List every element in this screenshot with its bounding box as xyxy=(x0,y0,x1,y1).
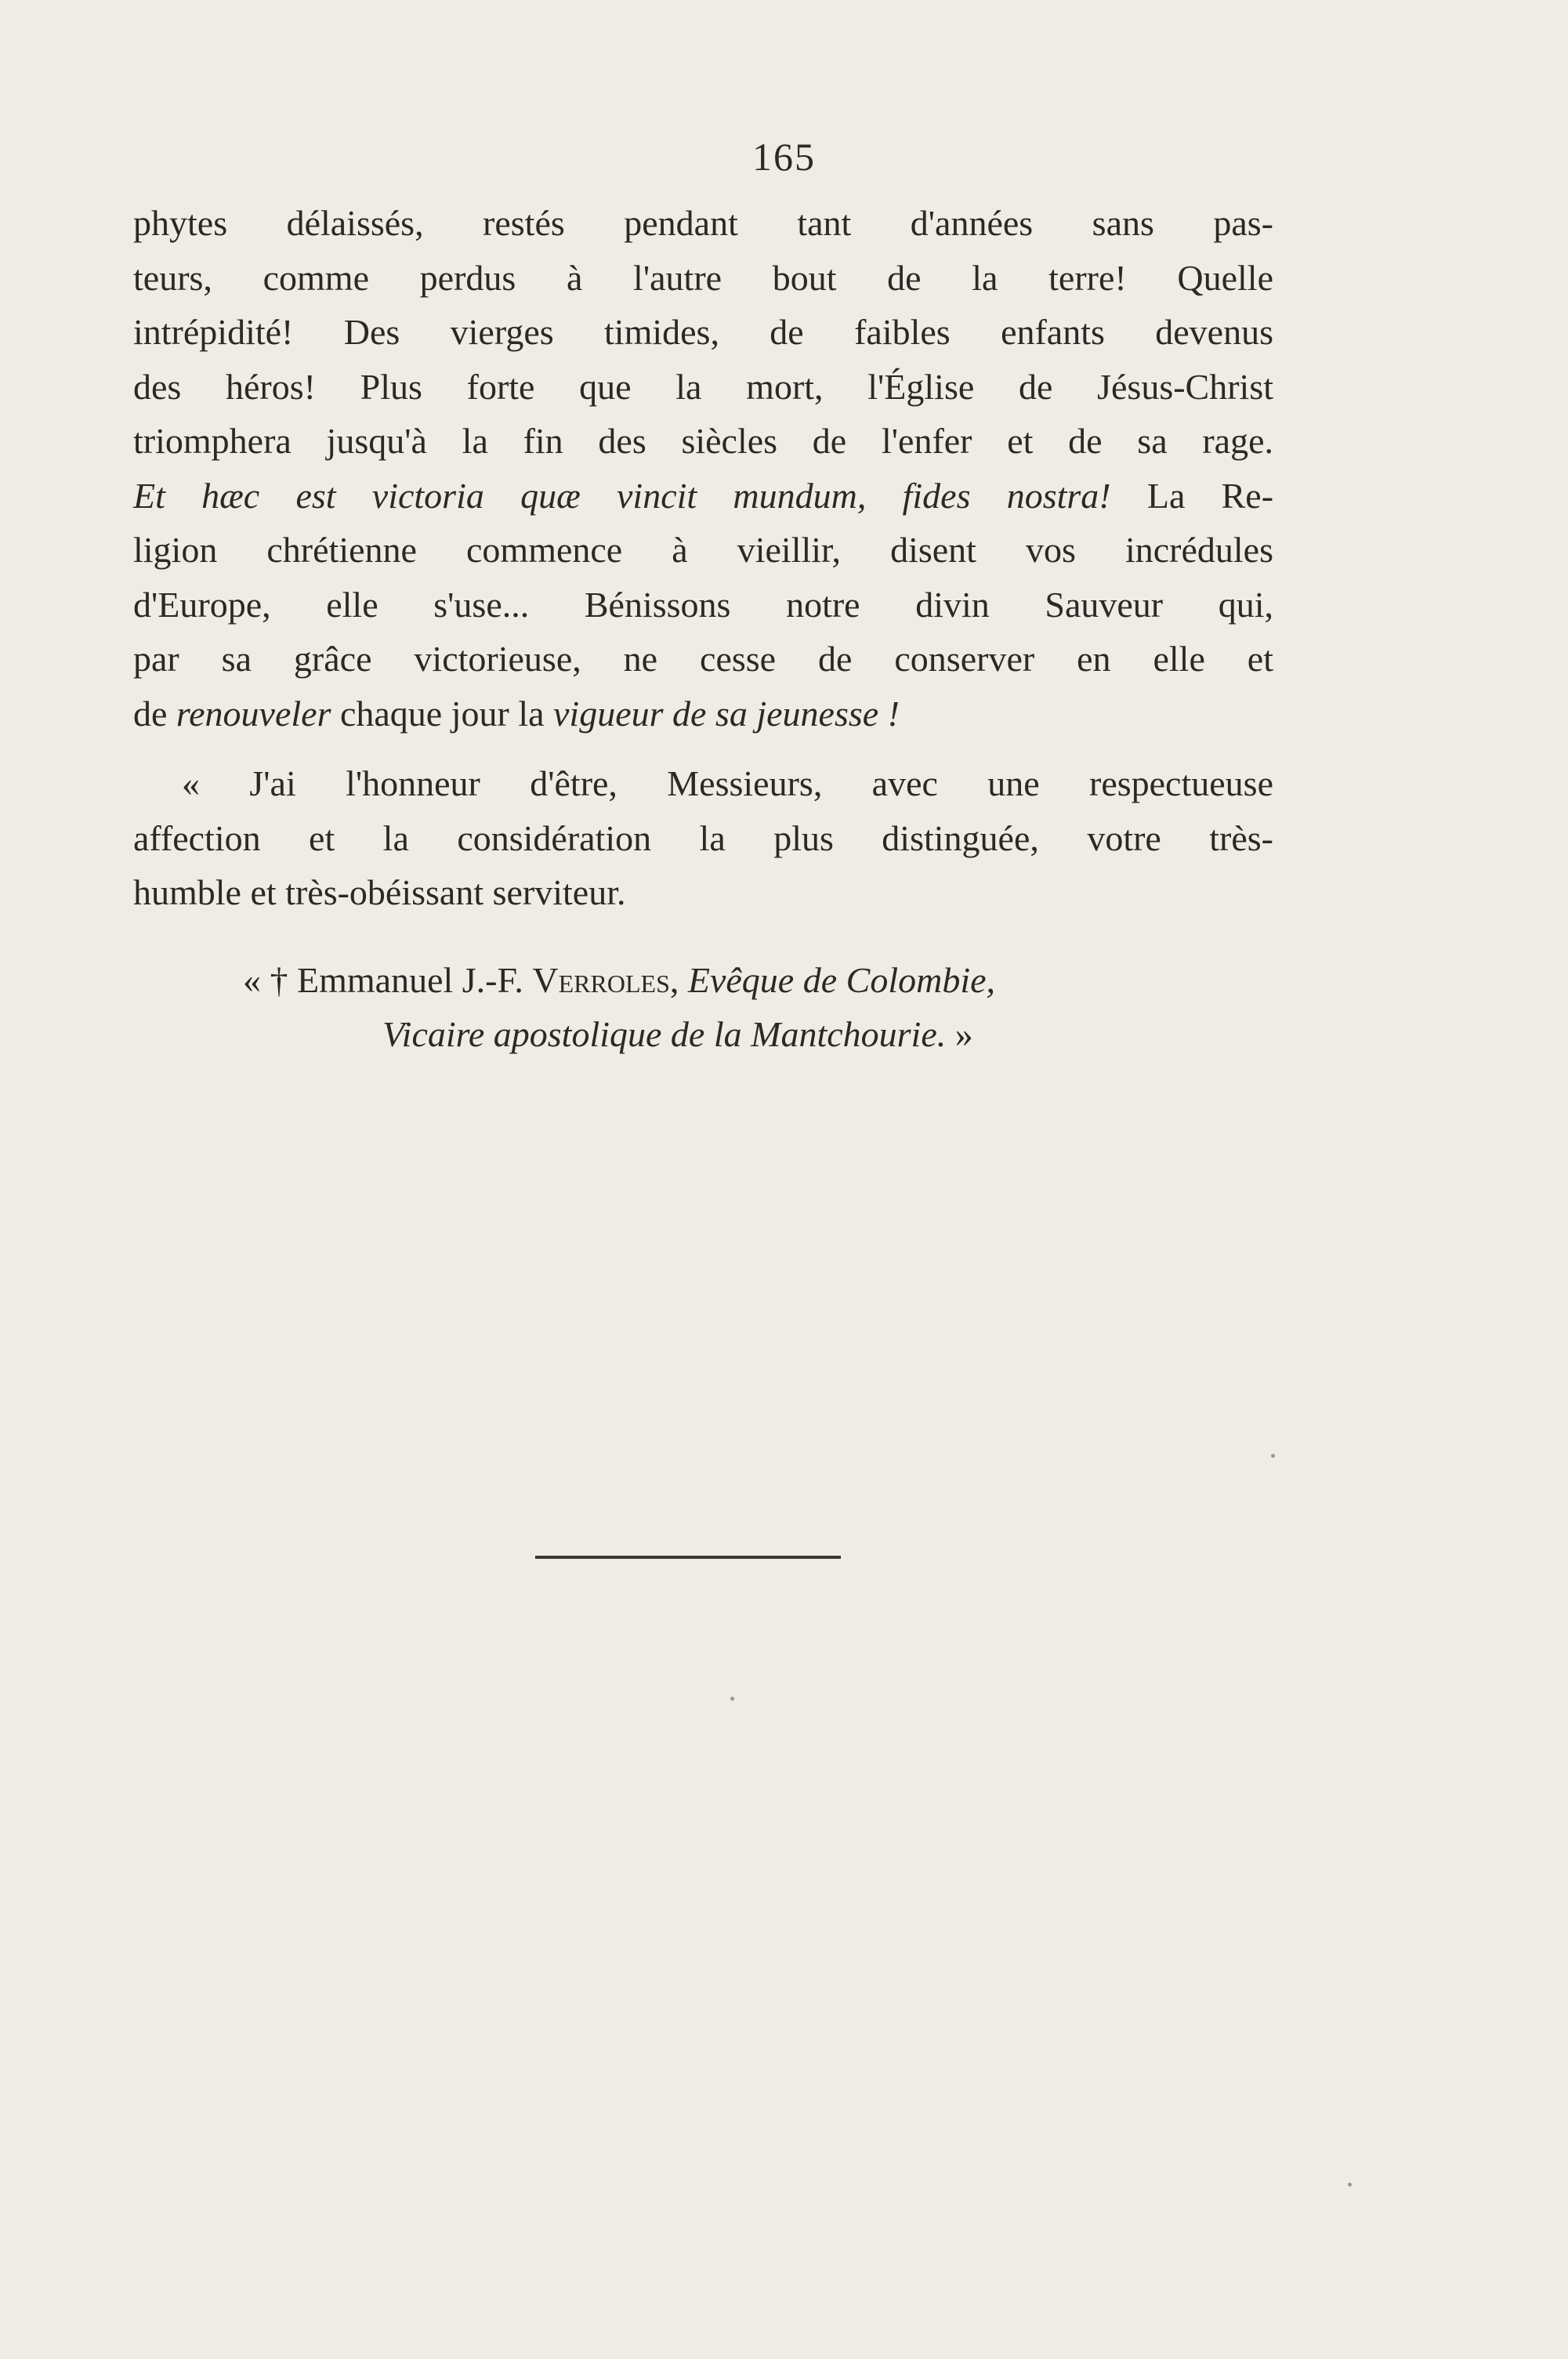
paper-speck xyxy=(1348,2183,1352,2187)
text-line-latin-quote xyxy=(133,469,1273,524)
paragraph-gap xyxy=(133,920,1273,953)
closing-line: humble et très-obéissant serviteur. xyxy=(133,872,626,912)
italic-phrase: vigueur de sa jeunesse ! xyxy=(553,693,900,734)
text-line: teurs, comme perdus à l'autre bout de la terre! Quelle xyxy=(133,257,1273,298)
text-fragment: chaque jour la xyxy=(331,693,554,734)
text-line: phytes délaissés, restés pendant tant d'années sans pas- xyxy=(133,203,1273,243)
text-fragment: La Re- xyxy=(1110,475,1274,516)
signature-name: « † Emmanuel J.-F. xyxy=(243,959,533,1000)
text-fragment: de xyxy=(133,693,176,734)
latin-quote-end: fides nostra! xyxy=(902,475,1111,516)
signature-line xyxy=(133,953,1273,1008)
text-line-last xyxy=(133,687,1273,741)
text-line: triomphera jusqu'à la fin des siècles de l'enfer et de sa rage. xyxy=(133,421,1273,461)
page-number: 165 xyxy=(752,135,816,179)
italic-phrase: renouveler xyxy=(176,693,331,734)
signature-line-2 xyxy=(133,1007,1273,1062)
paper-speck xyxy=(730,1697,734,1701)
signature-surname: Verroles xyxy=(532,959,670,1000)
text-line: intrépidité! Des vierges timides, de faibles enfants devenus xyxy=(133,312,1273,352)
text-line: des héros! Plus forte que la mort, l'Église de Jésus-Christ xyxy=(133,366,1273,407)
text-line: par sa grâce victorieuse, ne cesse de conserver en elle et xyxy=(133,639,1273,679)
body-text xyxy=(133,196,1273,1062)
closing-line: « J'ai l'honneur d'être, Messieurs, avec une respectueuse xyxy=(182,763,1273,803)
signature-comma: , xyxy=(669,959,688,1000)
separator xyxy=(866,476,902,516)
paper-speck xyxy=(1271,1454,1275,1458)
text-line: ligion chrétienne commence à vieillir, disent vos incrédules xyxy=(133,530,1273,570)
latin-quote: Et hæc est victoria quæ vincit mundum, xyxy=(133,475,867,516)
closing-quote: » xyxy=(946,1014,973,1054)
text-line: d'Europe, elle s'use... Bénissons notre divin Sauveur qui, xyxy=(133,584,1273,625)
signature-title: Evêque de Colombie, xyxy=(687,959,996,1000)
signature-office: Vicaire apostolique de la Mantchourie. xyxy=(382,1014,947,1054)
closing-line: affection et la considération la plus distinguée, votre très- xyxy=(133,817,1273,858)
section-rule xyxy=(535,1556,841,1559)
paragraph-gap xyxy=(133,741,1273,756)
